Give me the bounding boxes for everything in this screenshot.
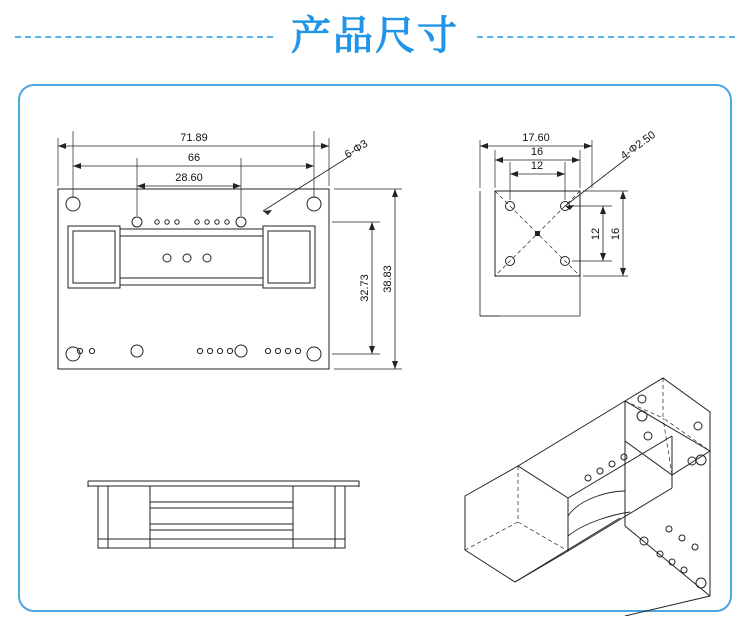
drawing-panel (18, 84, 732, 612)
dim-71-89: 71.89 (180, 132, 208, 144)
dim-38-83: 38.83 (382, 265, 394, 293)
dim-16-right: 16 (610, 227, 622, 241)
dim-12-right: 12 (590, 227, 602, 241)
dim-28-60: 28.60 (175, 172, 203, 184)
isometric-view (420, 326, 720, 616)
dim-12-top: 12 (530, 160, 544, 172)
bottom-view (50, 456, 380, 616)
dim-66: 66 (187, 152, 201, 164)
page-header (0, 0, 750, 72)
page-title: 产品尺寸 (291, 13, 459, 59)
board-outline (58, 189, 329, 369)
note-4-phi250: 4-Φ2.50 (618, 128, 658, 163)
dim-32-73: 32.73 (359, 274, 371, 302)
note-6-phi3: 6-Φ3 (342, 137, 371, 162)
dim-16-top: 16 (530, 146, 544, 158)
header-rule-right (477, 36, 735, 38)
header-rule-left (15, 36, 273, 38)
technical-drawing (20, 86, 734, 614)
dim-17-60: 17.60 (522, 132, 550, 144)
front-view (20, 86, 420, 386)
